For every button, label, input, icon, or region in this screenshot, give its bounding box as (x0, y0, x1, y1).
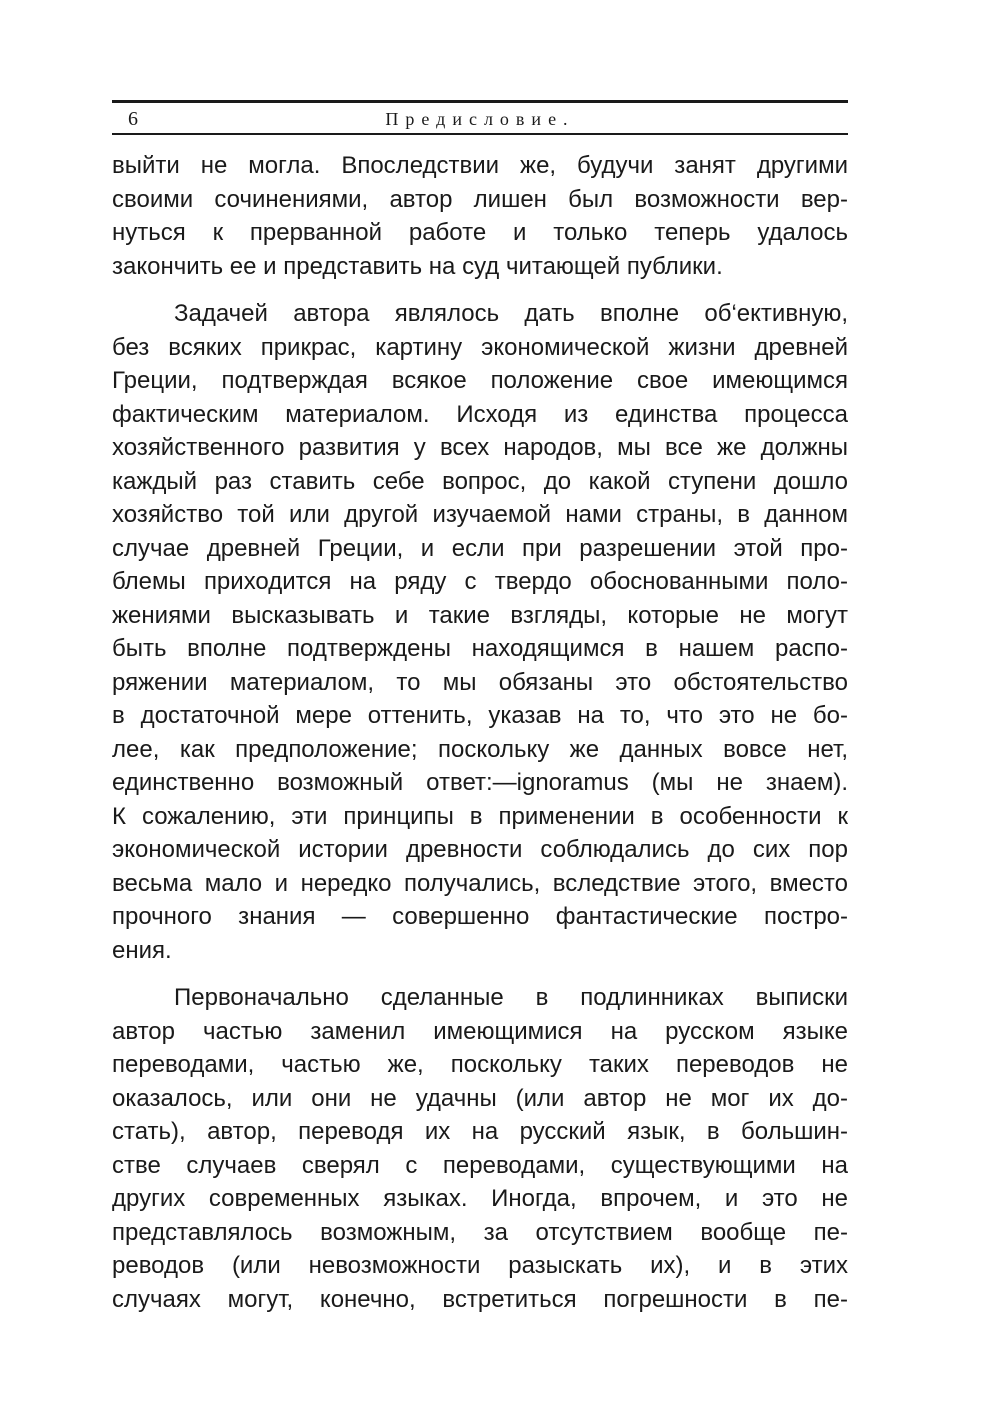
text-line: без всяких прикрас, картину экономической жизни древней (112, 333, 848, 361)
text-line: фактическим материалом. Исходя из единства процесса (112, 400, 848, 428)
text-line: нуться к прерванной работе и только теперь удалось (112, 219, 848, 246)
text-line: блемы приходится на ряду с твердо обоснованными поло- (112, 568, 848, 595)
text-line: случаях могут, конечно, встретиться погрешности в пе- (112, 1285, 848, 1313)
text-line: быть вполне подтверждены находящимся в нашем распо- (112, 635, 848, 662)
text-line: ения. (112, 936, 172, 964)
paragraph-1 (112, 149, 848, 283)
text-line: хозяйственного развития у всех народов, мы все же должны (112, 434, 848, 461)
text-line: прочного знания — совершенно фантастические постро- (112, 903, 848, 930)
paragraph-3 (112, 981, 848, 1316)
text-line: Греции, подтверждая всякое положение свое имеющимся (112, 367, 848, 394)
text-line: экономической истории древности соблюдались до сих пор (112, 836, 848, 863)
text-line: своими сочинениями, автор лишен был возможности вер- (112, 185, 848, 213)
text-line: единственно возможный ответ:—ignoramus (мы не знаем). (112, 769, 848, 796)
text-line: жениями высказывать и такие взгляды, которые не могут (112, 601, 848, 629)
paragraph-2 (112, 297, 848, 967)
text-line: ряжении материалом, то мы обязаны это обстоятельство (112, 668, 848, 696)
text-line: Задачей автора являлось дать вполне об‘ективную, (174, 300, 848, 327)
text-line: оказалось, или они не удачны (или автор не мог их до- (112, 1084, 848, 1112)
text-line: К сожалению, эти принципы в применении в особенности к (112, 802, 848, 830)
text-line: хозяйство той или другой изучаемой нами страны, в данном (112, 501, 848, 528)
text-line: выйти не могла. Впоследствии же, будучи занят другими (112, 152, 848, 179)
text-line: лее, как предположение; поскольку же данных вовсе нет, (112, 735, 848, 763)
text-line: в достаточной мере оттенить, указав на то, что это не бо- (112, 702, 848, 729)
text-line: закончить ее и представить на суд читающей публики. (112, 252, 723, 280)
text-line: представлялось возможным, за отсутствием вообще пе- (112, 1218, 848, 1246)
text-line: весьма мало и нередко получались, вследствие этого, вместо (112, 869, 848, 897)
page-body (112, 149, 848, 1316)
text-line: каждый раз ставить себе вопрос, до какой ступени дошло (112, 467, 848, 495)
header-rule-top (112, 100, 848, 103)
page-number: 6 (128, 108, 138, 130)
text-line: автор частью заменил имеющимися на русском языке (112, 1017, 848, 1045)
text-line: других современных языках. Иногда, впрочем, и это не (112, 1185, 848, 1212)
text-line: случае древней Греции, и если при разрешении этой про- (112, 534, 848, 562)
text-line: стать), автор, переводя их на русский язык, в большин- (112, 1118, 848, 1145)
text-line: Первоначально сделанные в подлинниках выписки (174, 984, 848, 1011)
page-header (112, 100, 848, 136)
text-line: переводами, частью же, поскольку таких переводов не (112, 1051, 848, 1078)
text-line: стве случаев сверял с переводами, существующими на (112, 1151, 848, 1179)
running-head: Предисловие. (385, 109, 575, 129)
header-rule-bottom (112, 133, 848, 135)
text-line: реводов (или невозможности разыскать их), и в этих (112, 1252, 848, 1279)
